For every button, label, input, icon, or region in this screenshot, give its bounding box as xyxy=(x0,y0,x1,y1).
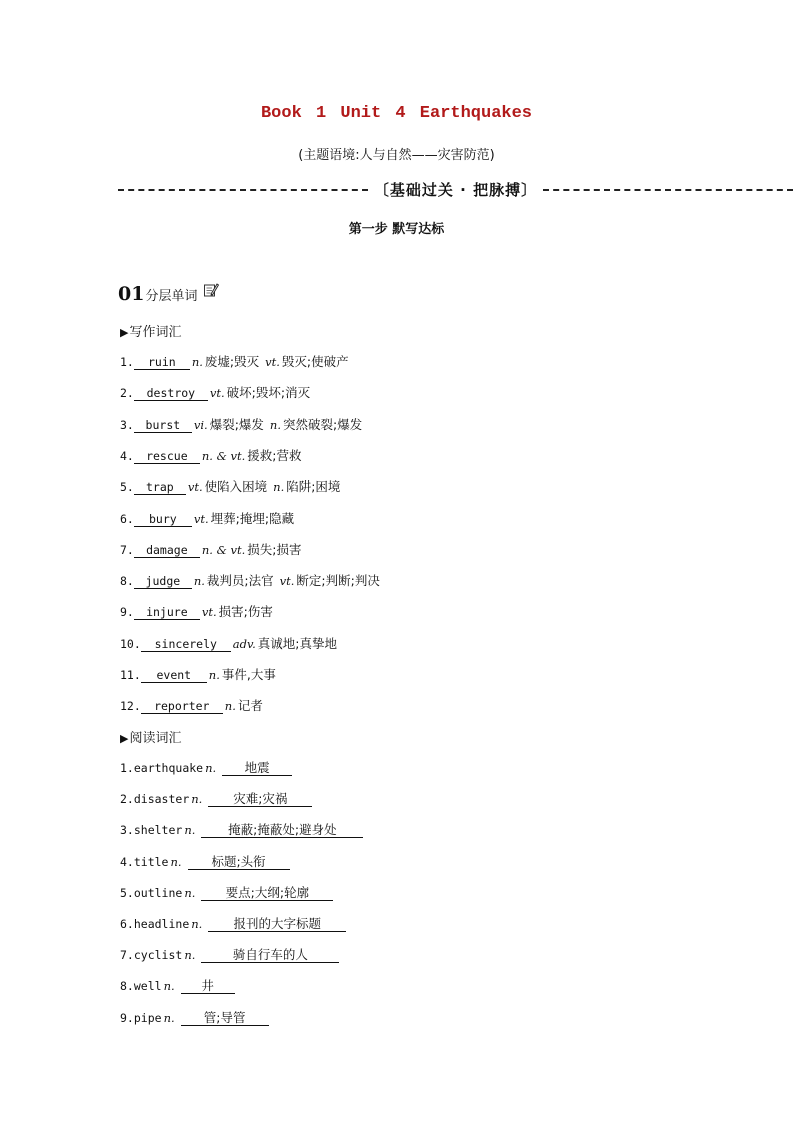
part-of-speech: n. xyxy=(269,417,281,432)
definition: 埋葬;掩埋;隐藏 xyxy=(210,510,295,526)
vocab-word: shelter xyxy=(133,823,183,838)
definition: 损失;损害 xyxy=(247,541,302,557)
section-label: 分层单词 xyxy=(145,289,198,304)
banner-dash-right xyxy=(543,189,793,191)
vocab-word: cyclist xyxy=(133,948,183,963)
item-number: 6. xyxy=(120,511,134,526)
part-of-speech: n. xyxy=(193,574,205,589)
item-number: 5. xyxy=(120,885,134,900)
item-number: 11. xyxy=(120,668,141,682)
answer-blank: 骑自行车的人 xyxy=(201,948,339,963)
pencil-note-icon xyxy=(203,282,219,302)
part-of-speech: n. xyxy=(224,699,236,714)
writing-vocab-label: 写作词汇 xyxy=(129,325,182,340)
answer-blank: ruin xyxy=(134,355,190,370)
item-number: 4. xyxy=(120,448,134,463)
item-number: 8. xyxy=(120,979,134,994)
answer-blank: rescue xyxy=(134,449,200,464)
item-number: 4. xyxy=(120,854,134,869)
part-of-speech: n. & vt. xyxy=(201,542,246,557)
part-of-speech: vt. xyxy=(279,574,295,589)
part-of-speech: n. xyxy=(273,480,285,495)
item-number: 1. xyxy=(120,761,134,775)
definition: 废墟;毁灭 xyxy=(204,354,260,369)
item-number: 2. xyxy=(120,386,134,401)
item-number: 2. xyxy=(120,792,134,807)
triangle-icon: ▶ xyxy=(120,732,129,745)
writing-vocab-item xyxy=(120,511,294,527)
definition: 毁灭;使破产 xyxy=(281,354,349,369)
vocab-word: well xyxy=(133,979,162,994)
triangle-icon: ▶ xyxy=(120,326,129,339)
reading-vocab-item xyxy=(120,854,290,870)
item-number: 5. xyxy=(120,480,134,495)
part-of-speech: n. xyxy=(184,823,196,838)
item-number: 7. xyxy=(120,542,134,557)
page-title: Book 1 Unit 4 Earthquakes xyxy=(260,104,533,123)
reading-vocab-item xyxy=(120,978,235,994)
answer-blank: trap xyxy=(134,480,186,495)
part-of-speech: vt. xyxy=(209,386,225,401)
writing-vocab-item xyxy=(120,479,340,495)
item-number: 10. xyxy=(120,636,141,651)
part-of-speech: n. xyxy=(170,854,182,869)
part-of-speech: n. xyxy=(191,917,203,931)
reading-vocab-item xyxy=(120,885,333,901)
item-number: 7. xyxy=(120,948,134,963)
definition: 援救;营救 xyxy=(247,447,302,463)
definition: 记者 xyxy=(237,698,263,714)
vocab-word: disaster xyxy=(133,792,190,807)
banner-label: 基础过关 · 把脉搏 xyxy=(389,180,522,199)
answer-blank: 报刊的大字标题 xyxy=(208,917,346,932)
answer-blank: burst xyxy=(134,418,192,433)
banner-text: 〔基础过关 · 把脉搏〕 xyxy=(373,180,538,199)
definition: 损害;伤害 xyxy=(218,604,273,620)
answer-blank: 标题;头衔 xyxy=(188,855,290,870)
definition: 破坏;毁坏;消灭 xyxy=(226,385,311,401)
reading-vocab-item xyxy=(120,916,346,932)
answer-blank: event xyxy=(141,668,207,683)
part-of-speech: n. & vt. xyxy=(201,448,246,463)
definition: 使陷入困境 xyxy=(204,479,268,495)
part-of-speech: n. xyxy=(184,948,196,963)
part-of-speech: vt. xyxy=(201,605,217,620)
answer-blank: sincerely xyxy=(141,637,231,652)
reading-vocab-item xyxy=(120,1010,269,1026)
part-of-speech: n. xyxy=(205,761,217,775)
reading-vocab-item xyxy=(120,791,312,807)
vocab-word: pipe xyxy=(133,1010,162,1025)
answer-blank: destroy xyxy=(134,386,208,401)
definition: 断定;判断;判决 xyxy=(296,573,380,589)
answer-blank: 地震 xyxy=(222,761,292,776)
vocab-word: headline xyxy=(133,917,190,931)
item-number: 12. xyxy=(120,699,141,714)
item-number: 9. xyxy=(120,605,134,620)
vocab-word: earthquake xyxy=(133,761,204,775)
vocab-word: outline xyxy=(133,885,183,900)
reading-vocab-label: 阅读词汇 xyxy=(129,731,182,746)
part-of-speech: adv. xyxy=(232,636,256,651)
reading-vocab-item xyxy=(120,760,292,776)
banner-dash-left xyxy=(118,189,368,191)
answer-blank: 井 xyxy=(181,979,235,994)
part-of-speech: n. xyxy=(163,1010,175,1025)
writing-vocab-item xyxy=(120,604,273,620)
part-of-speech: n. xyxy=(191,355,203,369)
part-of-speech: vt. xyxy=(193,511,209,526)
writing-vocab-item xyxy=(120,542,301,558)
item-number: 6. xyxy=(120,917,134,931)
part-of-speech: vi. xyxy=(193,417,208,432)
answer-blank: 灾难;灾祸 xyxy=(208,792,312,807)
part-of-speech: n. xyxy=(163,979,175,994)
reading-vocab-header xyxy=(120,727,181,746)
item-number: 1. xyxy=(120,355,134,369)
answer-blank: bury xyxy=(134,512,192,527)
item-number: 9. xyxy=(120,1010,134,1025)
writing-vocab-item xyxy=(120,698,263,714)
section-heading xyxy=(118,282,219,304)
writing-vocab-header xyxy=(120,321,181,340)
definition: 爆裂;爆发 xyxy=(209,416,264,432)
step-heading: 第一步 默写达标 xyxy=(348,222,445,237)
writing-vocab-item xyxy=(120,573,380,589)
writing-vocab-item xyxy=(120,448,301,464)
definition: 陷阱;困境 xyxy=(286,479,341,495)
writing-vocab-item xyxy=(120,667,276,683)
reading-vocab-item xyxy=(120,947,339,963)
reading-vocab-item xyxy=(120,822,363,838)
item-number: 3. xyxy=(120,417,134,432)
part-of-speech: vt. xyxy=(265,355,280,369)
answer-blank: damage xyxy=(134,543,200,558)
part-of-speech: n. xyxy=(191,792,203,807)
vocab-word: title xyxy=(133,854,169,869)
answer-blank: injure xyxy=(134,605,200,620)
answer-blank: 掩蔽;掩蔽处;避身处 xyxy=(201,823,363,838)
writing-vocab-item xyxy=(120,354,349,370)
writing-vocab-item xyxy=(120,417,362,433)
part-of-speech: n. xyxy=(184,885,196,900)
item-number: 8. xyxy=(120,574,134,589)
item-number: 3. xyxy=(120,823,134,838)
definition: 事件,大事 xyxy=(221,667,276,682)
definition: 真诚地;真挚地 xyxy=(257,635,338,651)
definition: 裁判员;法官 xyxy=(206,573,274,589)
definition: 突然破裂;爆发 xyxy=(282,416,363,432)
section-number: 01 xyxy=(118,283,145,305)
answer-blank: 要点;大纲;轮廓 xyxy=(201,886,333,901)
writing-vocab-item xyxy=(120,385,310,401)
answer-blank: 管;导管 xyxy=(181,1011,269,1026)
answer-blank: reporter xyxy=(141,699,223,714)
page-subtitle: (主题语境:人与自然——灾害防范) xyxy=(298,148,495,163)
part-of-speech: vt. xyxy=(187,480,203,495)
answer-blank: judge xyxy=(134,574,192,589)
writing-vocab-item xyxy=(120,636,337,652)
part-of-speech: n. xyxy=(208,668,220,682)
section-banner xyxy=(118,178,793,200)
